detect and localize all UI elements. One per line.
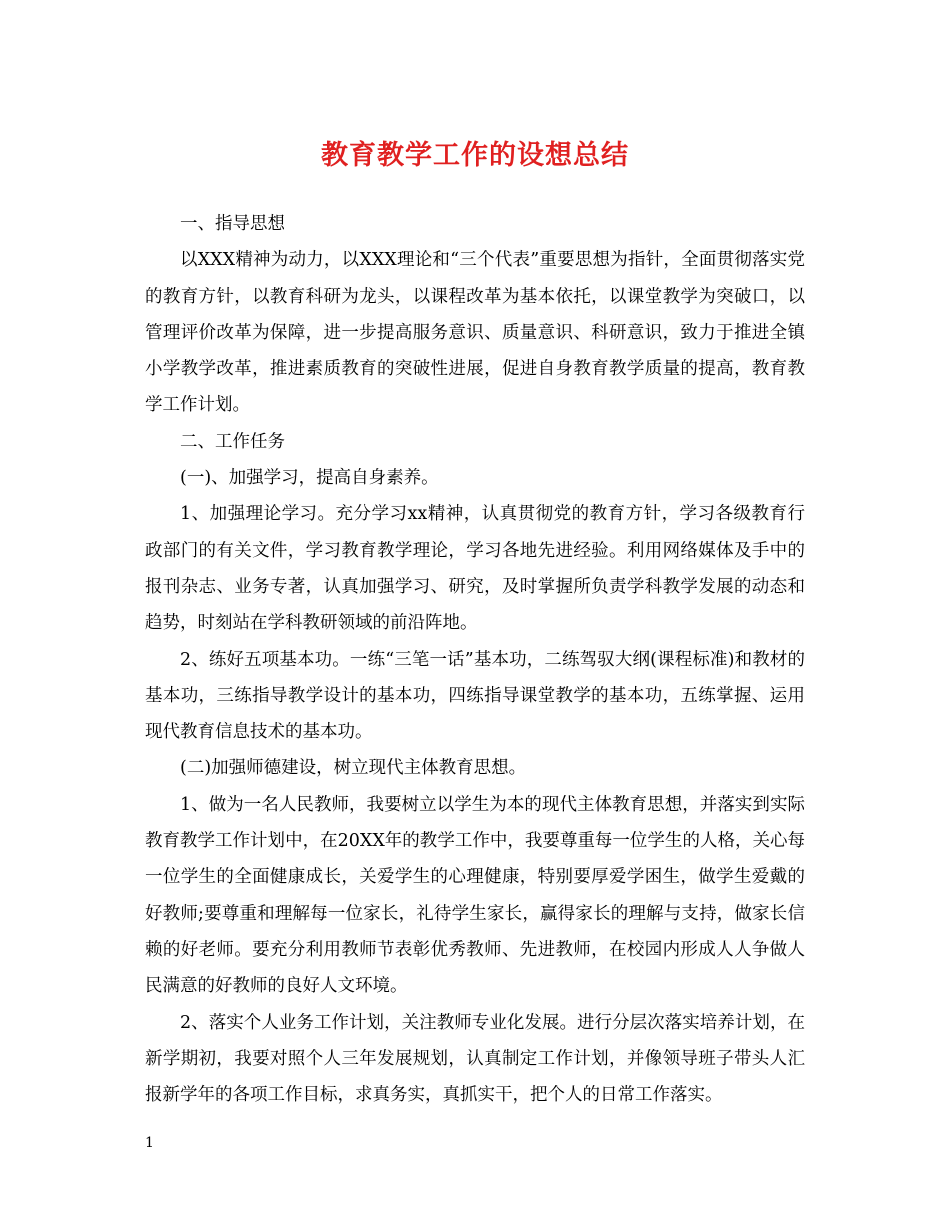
page-number: 1 bbox=[145, 1135, 154, 1151]
document-body bbox=[145, 206, 805, 1113]
subheading-teacher-ethics: (二)加强师德建设，树立现代主体教育思想。 bbox=[180, 758, 527, 779]
paragraph-work-plan: 2、落实个人业务工作计划，关注教师专业化发展。进行分层次落实培养计划，在新学期初，我要对照个人三年发展规划，认真制定工作计划，并像领导班子带头人汇报新学年的各项工作目标，求真务实，真抓实干，把个人的日常工作落实。 bbox=[145, 1012, 805, 1106]
section-heading-work-tasks: 二、工作任务 bbox=[180, 431, 285, 452]
paragraph-student-centered: 1、做为一名人民教师，我要树立以学生为本的现代主体教育思想，并落实到实际教育教学工作计划中，在20XX年的教学工作中，我要尊重每一位学生的人格，关心每一位学生的全面健康成长，关爱学生的心理健康，特别要厚爱学困生，做学生爱戴的好教师;要尊重和理解每一位家长，礼待学生家长，赢得家长的理解与支持，做家长信赖的好老师。要充分利用教师节表彰优秀教师、先进教师，在校园内形成人人争做人民满意的好教师的良好人文环境。 bbox=[145, 794, 805, 997]
page-title: 教育教学工作的设想总结 bbox=[321, 140, 629, 171]
paragraph-guiding-thought: 以XXX精神为动力，以XXX理论和“三个代表”重要思想为指针，全面贯彻落实党的教育方针，以教育科研为龙头，以课程改革为基本依托，以课堂教学为突破口，以管理评价改革为保障，进一步提高服务意识、质量意识、科研意识，致力于推进全镇小学教学改革，推进素质教育的突破性进展，促进自身教育教学质量的提高，教育教学工作计划。 bbox=[145, 250, 805, 416]
paragraph-five-skills: 2、练好五项基本功。一练“三笔一话”基本功，二练驾驭大纲(课程标准)和教材的基本功，三练指导教学设计的基本功，四练指导课堂教学的基本功，五练掌握、运用现代教育信息技术的基本功。 bbox=[145, 649, 805, 743]
paragraph-theory-study: 1、加强理论学习。充分学习xx精神，认真贯彻党的教育方针，学习各级教育行政部门的有关文件，学习教育教学理论，学习各地先进经验。利用网络媒体及手中的报刊杂志、业务专著，认真加强学习、研究，及时掌握所负责学科教学发展的动态和趋势，时刻站在学科教研领域的前沿阵地。 bbox=[145, 504, 805, 634]
subheading-strengthen-learning: (一)、加强学习，提高自身素养。 bbox=[180, 468, 439, 489]
section-heading-guiding-thought: 一、指导思想 bbox=[180, 214, 285, 234]
